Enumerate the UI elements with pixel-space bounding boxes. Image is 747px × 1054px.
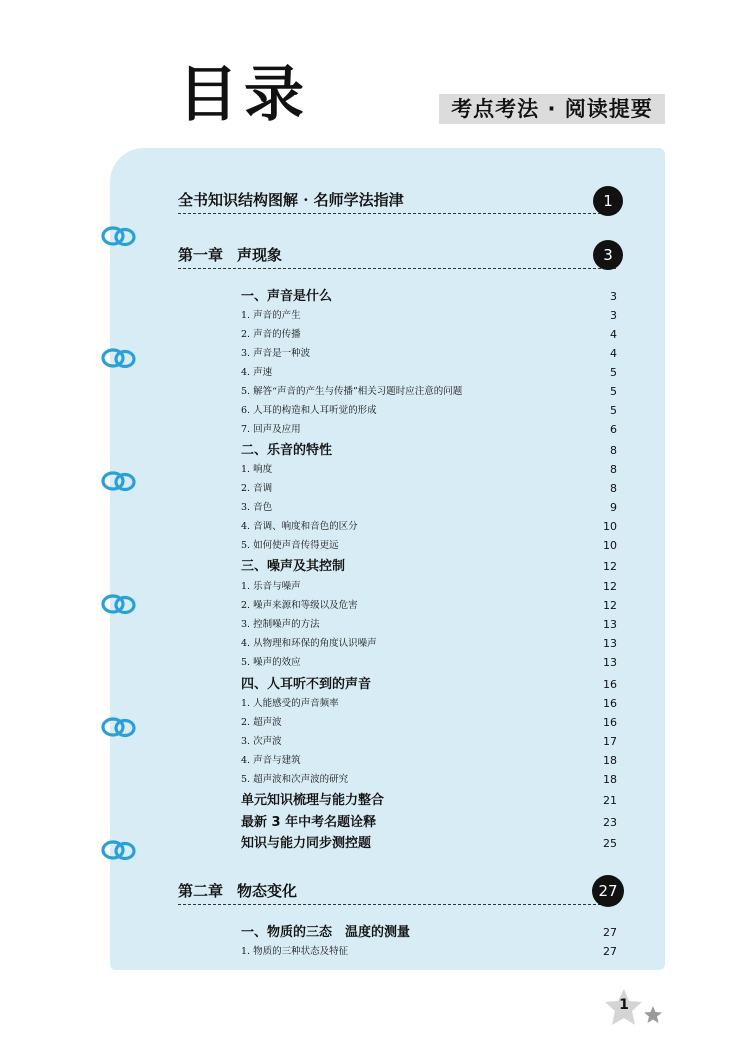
toc-entry[interactable]: 知识与能力同步测控题 25 — [241, 836, 617, 851]
binder-ring-icon — [100, 591, 140, 617]
toc-entry[interactable]: 5. 噪声的效应 13 — [241, 656, 617, 669]
binder-ring-icon — [100, 468, 140, 494]
toc-entry[interactable]: 7. 回声及应用 6 — [241, 423, 617, 436]
page-title: 目录 — [178, 60, 310, 130]
page-number-badge — [596, 988, 664, 1028]
binder-ring-icon — [100, 837, 140, 863]
page-badge: 1 — [593, 186, 623, 216]
binder-ring-icon — [100, 714, 140, 740]
toc-entry[interactable]: 三、噪声及其控制 12 — [241, 559, 617, 574]
toc-entry[interactable]: 一、声音是什么 3 — [241, 289, 617, 304]
toc-entry[interactable]: 单元知识梳理与能力整合 21 — [241, 793, 617, 808]
toc-entry[interactable]: 1. 人能感受的声音频率 16 — [241, 697, 617, 710]
toc-entry[interactable]: 5. 如何使声音传得更远 10 — [241, 539, 617, 552]
toc-entry[interactable]: 最新 3 年中考名题诠释 23 — [241, 815, 617, 830]
toc-entry[interactable]: 二、乐音的特性 8 — [241, 443, 617, 458]
toc-chapter-1[interactable] — [178, 242, 616, 269]
toc-entry[interactable]: 1. 物质的三种状态及特征 27 — [241, 945, 617, 958]
toc-entry[interactable]: 2. 超声波 16 — [241, 716, 617, 729]
toc-entry[interactable]: 4. 声速 5 — [241, 366, 617, 379]
chapter-name: 物态变化 — [237, 882, 298, 900]
toc-entry[interactable]: 四、人耳听不到的声音 16 — [241, 677, 617, 692]
toc-entry[interactable]: 1. 乐音与噪声 12 — [241, 580, 617, 593]
page-badge: 27 — [592, 875, 624, 907]
section-label: 全书知识结构图解 · 名师学法指津 — [178, 191, 404, 209]
toc-entry[interactable]: 5. 超声波和次声波的研究 18 — [241, 773, 617, 786]
subtitle-banner: 考点考法 · 阅读提要 — [439, 94, 665, 124]
toc-entry[interactable]: 4. 从物理和环保的角度认识噪声 13 — [241, 637, 617, 650]
toc-entry[interactable]: 3. 次声波 17 — [241, 735, 617, 748]
toc-entry[interactable]: 4. 音调、响度和音色的区分 10 — [241, 520, 617, 533]
toc-entry[interactable]: 1. 响度 8 — [241, 463, 617, 476]
toc-entry[interactable]: 3. 音色 9 — [241, 501, 617, 514]
toc-entry[interactable]: 3. 声音是一种波 4 — [241, 347, 617, 360]
toc-chapter-2[interactable] — [178, 878, 616, 905]
binder-ring-icon — [100, 223, 140, 249]
chapter-name: 声现象 — [237, 246, 283, 264]
page-badge: 3 — [593, 240, 623, 270]
toc-entry[interactable]: 5. 解答“声音的产生与传播”相关习题时应注意的问题 5 — [241, 385, 617, 398]
toc-entry[interactable]: 6. 人耳的构造和人耳听觉的形成 5 — [241, 404, 617, 417]
toc-section-prelude[interactable] — [178, 187, 616, 214]
toc-entry[interactable]: 2. 音调 8 — [241, 482, 617, 495]
toc-entry[interactable]: 4. 声音与建筑 18 — [241, 754, 617, 767]
binder-ring-icon — [100, 345, 140, 371]
toc-entry[interactable]: 2. 声音的传播 4 — [241, 328, 617, 341]
toc-entry[interactable]: 3. 控制噪声的方法 13 — [241, 618, 617, 631]
page-number: 1 — [619, 997, 629, 1013]
toc-entry[interactable]: 一、物质的三态 温度的测量 27 — [241, 925, 617, 940]
chapter-label: 第一章 — [178, 246, 224, 264]
toc-entry[interactable]: 1. 声音的产生 3 — [241, 309, 617, 322]
toc-entry[interactable]: 2. 噪声来源和等级以及危害 12 — [241, 599, 617, 612]
chapter-label: 第二章 — [178, 882, 224, 900]
